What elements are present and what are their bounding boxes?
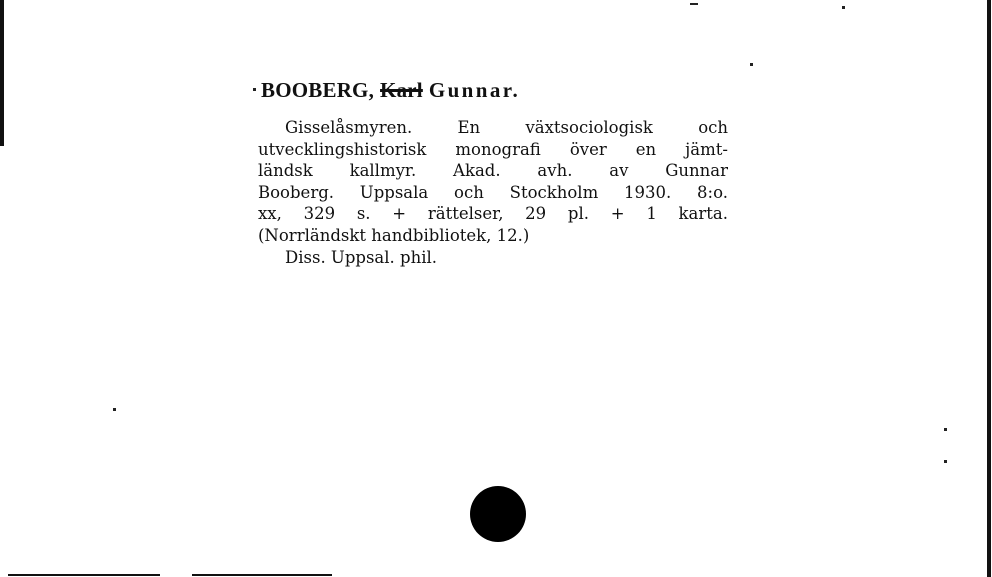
bottom-rule-right [192,574,332,576]
entry-line: Gisselåsmyren. En växtsociologisk och [285,118,728,137]
scan-speck [113,408,116,411]
scan-speck [944,428,947,431]
bibliographic-entry [258,117,728,268]
scan-edge-left [0,0,4,146]
author-surname: BOOBERG, [261,78,375,102]
entry-line: xx, 329 s. + rättelser, 29 pl. + 1 karta. [258,204,728,224]
scan-speck [944,460,947,463]
entry-line: Booberg. Uppsala och Stockholm 1930. 8:o. [258,182,728,202]
author-given-name: Gunnar. [428,78,521,102]
struck-out-name: Karl [380,78,423,102]
author-heading [261,78,520,103]
entry-line: (Norrländskt handbibliotek, 12.) [258,225,530,245]
scan-speck [690,3,698,5]
scan-speck [842,6,845,9]
scan-edge-right [987,0,991,577]
scan-speck [253,88,256,91]
entry-line: utvecklingshistorisk monografi över en jämt- [258,139,728,159]
entry-line: ländsk kallmyr. Akad. avh. av Gunnar [258,161,728,181]
punch-hole [470,486,526,542]
bottom-rule-left [8,574,160,576]
scan-speck [750,63,753,66]
entry-line: Diss. Uppsal. phil. [285,247,438,267]
